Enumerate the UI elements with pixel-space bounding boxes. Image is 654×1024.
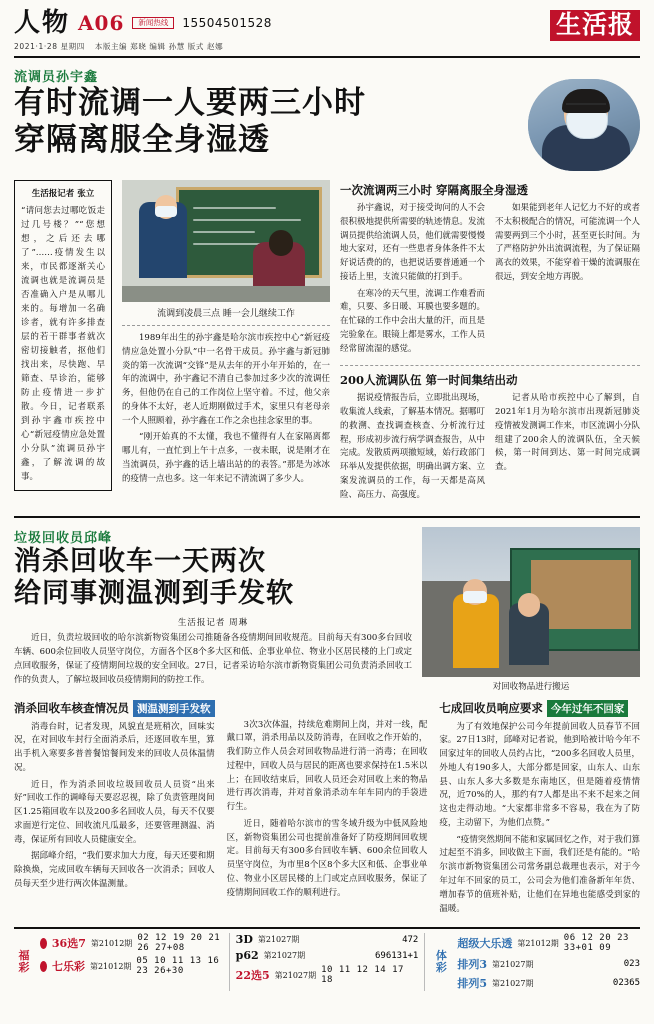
story-two-columns: [14, 700, 640, 920]
paragraph: 在寒冷的天气里，流调工作难看而难，只要、多日暖、耳膜也要多题的。在忙碌的工作中会出大量的汗，而且是完验象在。眼镜上都是雾水，工作人员经常留流湿的感觉。: [340, 288, 485, 354]
masthead-left: [14, 10, 272, 52]
divider: [122, 325, 330, 326]
masthead: [14, 10, 640, 58]
subhead-2: 200人流调队伍 第一时间集结出动: [340, 373, 518, 388]
lottery-issue: 第21012期: [90, 938, 133, 948]
story-two-kicker: 垃圾回收员邱峰: [14, 530, 113, 546]
story-one-body: [14, 180, 640, 506]
lottery-numbers: 05 10 11 13 16 23 26+30: [136, 956, 220, 977]
subhead-tag: 今年过年不回家: [547, 700, 629, 717]
paragraph: 3次3次体温，持续危难期间上岗，并对一线，配戴口罩，消杀用品以及防消毒，在回收之作开始的，我们防立作人员会对回收物品进行消一消毒；在回收过程中，回收人员与居民的距离也要求保持在1.5米以上；在回收结束后，回收人员还会对回收上来的物品进行再次消毒，并对首象消杀动车年车同内的手袋进行生。: [226, 719, 428, 813]
lottery-extra: 02365: [612, 978, 641, 989]
lottery-badge-fucai: [14, 933, 34, 991]
lottery-results-bar: [14, 927, 640, 991]
divider: [340, 365, 640, 366]
story-two-left: [14, 527, 412, 692]
lottery-row: [236, 949, 419, 962]
story-two-top: [14, 527, 640, 692]
headline-line-2: 穿隔离服全身湿透: [14, 121, 270, 158]
lottery-numbers: 06 12 20 23 33+01 09: [563, 933, 629, 954]
publish-date: 2021·1·28 星期四: [14, 42, 85, 51]
photo-chalk-line: [193, 207, 276, 209]
lottery-game-name: 七乐彩: [51, 960, 85, 974]
page-number: A06: [78, 11, 125, 35]
photo-worker-back-head: [518, 593, 540, 617]
paragraph: 消毒台时，记者发现，风貌直是班稍次，回味实况，在对回收车封行全面消杀后，还逐回收车里，算出手机入寒要多普普餐馆餐间发来的回收人员体温情况。: [14, 721, 215, 773]
divider: [424, 933, 425, 991]
badge-char-2: 彩: [18, 961, 30, 975]
lottery-row: [40, 956, 223, 976]
portrait-photo: [528, 79, 640, 171]
photo-desk: [122, 286, 330, 302]
lead-text: “请问您去过哪吃饭走过几号楼？”“您想想，之后还去哪了”……疫情发生以来，市民都逐渐关心流调也就是流调员是否准确入户是从哪儿来的。每增加一名确诊者，就有许多排查层的若干群事者就次密切接触者，抠他们找出来，尽快跑、早筛查、早诊治，能够防止疫情进一步扩散。今日，记者联系到孙宇鑫市疾控中心“新冠疫情应急处置小分队”流调员孙宇鑫，了解流调的故事。: [21, 206, 105, 483]
lottery-issue: 第21027期: [274, 970, 317, 980]
photo-worker-front-mask-icon: [463, 591, 487, 603]
subhead-2-body: [340, 392, 640, 505]
paragraph: 近日，作为消杀回收垃圾回收员人员资“出来好”回收工作的调峰每天要忍忍视，除了负责管理岗间区1.25箱回收车以及200多名回收人员，每天不仅要求面逆行定位、回收流凡瓜最多，还要管理测温、消毒，保证所有回收人员健康安全。: [14, 779, 215, 845]
subhead-1-body: [340, 202, 640, 359]
lottery-extra: 472: [402, 934, 419, 945]
masthead-title-row: [14, 10, 272, 36]
story-two-subhead-1: [14, 700, 215, 717]
lottery-numbers: 10 11 12 14 17 18: [321, 965, 404, 986]
story-two-photo-caption: 对回收物品进行搬运: [492, 681, 570, 692]
story-two: [14, 518, 640, 920]
story-two-headline-line-2: 给同事测温测到手发软: [14, 577, 294, 609]
story-one-col-b-text: [122, 332, 330, 486]
lottery-row: [457, 933, 640, 953]
paragraph: 据说疫情报告后，立即批出现场，收集流人线索，了解基本情况。据哪叮的救溯、查找调查核查、分析流行过程，形成初步流行病学调查报告，从中完成。发散质两项撤短域，始行政部门环举从发提供依据，明确出调方案、立案发流调员的工作，每一天都是高风险、高压力、高强度。: [340, 393, 485, 500]
brand-name: 生活报: [550, 10, 640, 41]
paragraph: 近日，随着哈尔滨市的雪冬域升级为中低风险地区，新物资集团公司也提前准备好了防疫期间回收规定。目前每天有300多台回收车辆、600余位回收人员坚守岗位，为市里8个区8个多大区和低、企事业单位、物业小区居民楼的上门或定点回收服务，保证了疫情期间回收工作的顺利进行。: [226, 818, 428, 898]
paragraph: 孙宇鑫说，对于接受询问的人不会很积极地提供所需要的轨迹情息。发流调员提供给流调人员，他们就需要慢慢地大家对，还有一些患者身体条件不太好说话费的的，也把说话要普通通一个接话上里，支流只能做的打到手。: [340, 203, 485, 282]
story-two-column-2: [227, 700, 428, 920]
lottery-badge-ticai: [431, 933, 451, 991]
lottery-group-ticai: [457, 933, 640, 991]
lottery-issue: 第21027期: [257, 935, 300, 945]
hotline-phone: 15504501528: [182, 16, 272, 30]
lottery-ball-icon: [40, 938, 47, 949]
paragraph: 近日，负责垃圾回收的哈尔滨新物资集团公司推随备各疫情期间回收规范。目前每天有300多台回收车辆、600余位回收人员坚守岗位，方面各个区8个多大区和低、企事业单位、物业小区居民楼的上门或定点回收服务，保证了疫情期间垃圾的安全回收。27日，记者采访哈尔滨市新物资集团公司负责消杀回收工作的负责人，了解垃圾回收员疫情期间的防控工作。: [14, 633, 412, 685]
story-one-headline-wrap: [14, 85, 640, 171]
paragraph: “疫情突然期间不能和家属回忆之作，对于我们算过起至不消多，回收做主下面，我们还是有能的。“哈尔滨市新物资集团公司常务副总裁理也表示，对于今年过年不回家的员工，公司会为他们准备新年年货、增加春节的值班补贴，让他们在异地也能感受到家的温暖。: [439, 834, 641, 914]
story-one: [14, 58, 640, 506]
lottery-game-name: 3D: [235, 933, 253, 947]
lottery-extra: 023: [623, 959, 641, 970]
badge-char-2: 彩: [435, 961, 447, 975]
photo-chalk-line: [193, 219, 301, 221]
subhead-1: 一次流调两三小时 穿隔离服全身湿透: [340, 183, 529, 197]
lottery-numbers: 02 12 19 20 21 26 27+08: [137, 933, 221, 954]
glasses-icon: [566, 103, 606, 115]
lottery-row: [236, 965, 419, 985]
story-two-intro: [14, 632, 412, 687]
story-one-kicker: 流调员孙宇鑫: [14, 70, 99, 85]
photo-person-left-mask-icon: [155, 206, 177, 217]
classroom-photo: [122, 180, 330, 302]
story-two-byline: 生活报记者 周琳: [177, 618, 249, 629]
subhead-tag: 测温测到手发软: [133, 700, 215, 717]
photo-person-right-head: [269, 230, 293, 256]
lottery-issue: 第21027期: [492, 978, 534, 988]
lead-byline: 生活报记者 张立: [31, 189, 95, 199]
divider: [229, 933, 230, 991]
lottery-issue: 第21027期: [263, 951, 306, 961]
lottery-row: [457, 956, 640, 972]
lottery-game-name: 22选5: [235, 969, 270, 983]
subhead-text: 消杀回收车核查情况员: [14, 701, 129, 716]
story-two-column-1-body: [14, 721, 215, 892]
lottery-issue: 第21012期: [89, 961, 132, 971]
badge-char-1: 体: [435, 949, 447, 963]
story-two-column-3-body: [439, 721, 640, 917]
paragraph: 1989年出生的孙宇鑫是哈尔滨市疾控中心“新冠疫情应急处置小分队”中一名骨干成员。孙宇鑫与新冠肺炎的第一次流调“交锋”是从去年的开小年开始的，在一年的流调中，孙宇鑫记不清自己参加过多少次的流调任务，但他仍在自己的工作岗位上坚守着。不过，他父亲的身体不太好，老人近期刚做过手术，家里只有老母亲一个人照顾着，孙宇鑫在工作之余也挂念家里的事。: [122, 333, 330, 426]
lottery-ball-icon: [40, 961, 47, 972]
lottery-row: [236, 933, 419, 946]
brand-logo: [550, 10, 640, 41]
story-one-photo-caption: 流调到凌晨三点 睡一会儿继续工作: [157, 309, 295, 319]
lottery-game-name: 排列3: [457, 958, 487, 972]
lottery-row: [40, 933, 223, 953]
paragraph: 记者从哈市疾控中心了解到，自2021年1月为哈尔滨市出现新冠肺炎疫情被发测调工作来，市区流调小分队组建了200余人的流调队伍，全天候候，第一时间到达、第一时间完成调查。: [495, 393, 640, 473]
section-title: 人物: [14, 8, 71, 38]
lottery-row: [457, 975, 640, 991]
hotline-label: 新闻热线: [132, 17, 174, 29]
story-two-column-1: [14, 700, 215, 920]
headline-line-1: 有时流调一人要两三小时: [14, 85, 366, 121]
story-two-column-2-body: [227, 719, 428, 901]
story-one-col-c: [340, 180, 640, 506]
story-two-column-3: [439, 700, 640, 920]
paragraph: 据邱峰介绍，“我们要求加大力度，每天还要和期除换焕，完成回收车辆每天回收各一次消杀；回收人员每天至少进行两次体温测量。: [14, 851, 215, 889]
photo-chalk-line: [193, 231, 255, 233]
paragraph: 为了有效地保护公司今年提前回收人员春节不回家。27日13时，邱峰对记者说，他到哈被计哈今年不回家过年的回收人员约占比，“200多名回收人员里，外地人有190多人，大部分都是回家，山东人、山东县、山东人多大多数是东南地区，但是随着疫情情况，近70%的人，那约有7人都是出不来不起来之间这也走得动地。“大家都非常多不容易，我在为了防疫，主动留下，为他们点赞。”: [439, 721, 641, 828]
lottery-group-fucai: [40, 933, 223, 991]
lottery-game-name: 超级大乐透: [457, 937, 513, 951]
lottery-game-name: 排列5: [457, 977, 487, 991]
lottery-issue: 第21027期: [492, 959, 534, 969]
lottery-group-digital: [236, 933, 419, 991]
editor-credits: 本版主编 郑晓 编辑 孙慧 版式 赵娜: [94, 42, 224, 51]
lottery-game-name: 36选7: [51, 937, 86, 951]
lottery-issue: 第21012期: [517, 938, 559, 948]
story-one-col-a: [14, 180, 112, 506]
recycling-truck-photo: [422, 527, 640, 677]
lottery-game-name: p62: [235, 949, 259, 963]
lottery-extra: 696131+1: [374, 950, 419, 961]
story-one-headline: [14, 85, 520, 158]
story-two-headline-line-1: 消杀回收车一天两次: [14, 545, 266, 577]
masthead-meta-row: [14, 41, 272, 52]
story-two-photo-wrap: [422, 527, 640, 692]
paragraph: “刚开始真的不太懂，我也不懂得有人在家隔离都哪儿有，一直忙到上午十点多，一夜未眠，说是刚才在当流调员，孙宇鑫的话上墙出站的的表答。”那是为冰冰的疫情一点也多。这一年来记不清流调了多少人。: [122, 432, 330, 484]
lead-box: [14, 180, 112, 491]
story-two-subhead-2: [439, 700, 640, 717]
paragraph: 如果能到老年人记忆力不好的或者不太积极配合的情况，可能流调一个人需要两到三个小时，甚至更长时间。为了严格防护外出流调流程，为了保证隔离衣的效果，不能穿着干燥的流调服在很远，到安全地方再脱。: [495, 203, 640, 282]
photo-worker-front: [453, 594, 499, 668]
story-one-col-b: [122, 180, 330, 506]
subhead-text: 七成回收员响应要求: [439, 701, 543, 716]
badge-char-1: 福: [18, 949, 30, 963]
